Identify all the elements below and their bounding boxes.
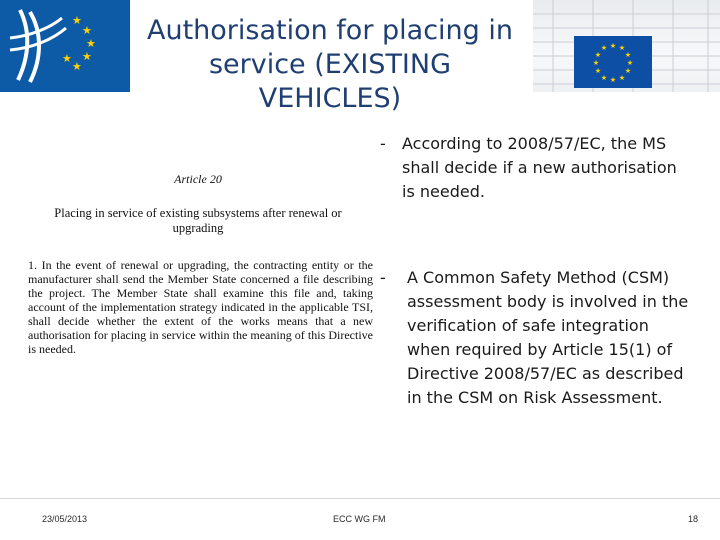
svg-text:★: ★ [624,52,632,59]
article-paragraph: 1. In the event of renewal or upgrading, the contracting entity or the manufacturer shall send the Member State concerned a file describing the project. The Member State shall examine this file and, taking account of the implementation strategy indicated in the applicable TSI, shall decide whether the extent of the works means that a new authorisation for placing in service within the meaning of this Directive is needed. [28,258,373,356]
european-commission-logo-icon [0,0,130,92]
article-heading-line-1: Placing in service of existing subsystems after renewal or [54,206,342,220]
svg-text:★: ★ [609,43,617,50]
svg-text:★: ★ [72,61,82,73]
svg-text:★: ★ [618,75,626,82]
footer-center-label: ECC WG FM [333,514,386,524]
svg-text:★: ★ [609,77,617,84]
directive-excerpt-image [23,160,373,370]
svg-text:★: ★ [618,45,626,52]
article-heading [23,206,373,236]
logo-graphic [0,0,130,92]
svg-text:★: ★ [82,51,92,63]
svg-text:★: ★ [594,52,602,59]
slide-header [0,0,720,114]
eu-flag-icon [574,36,652,88]
footer-divider [0,498,720,499]
bullet-marker: - [380,268,386,287]
svg-text:★: ★ [600,75,608,82]
title-line-1: Authorisation for placing in [146,15,513,46]
svg-text:★: ★ [594,68,602,75]
bullet-text: According to 2008/57/EC, the MS shall decide if a new authorisation is needed. [402,134,677,201]
page-number: 18 [687,514,698,524]
svg-text:★: ★ [624,68,632,75]
svg-text:★: ★ [86,38,96,50]
article-number: Article 20 [174,172,222,186]
footer-date: 23/05/2013 [42,514,88,524]
eu-flag-graphic [574,36,652,88]
article-heading-line-2: upgrading [172,221,224,235]
svg-text:★: ★ [592,60,600,67]
svg-text:★: ★ [626,60,634,67]
bullet-text: A Common Safety Method (CSM) assessment body is involved in the verification of safe integration when required by Article 15(1) of Directive 2008/57/EC as described in the CSM on Risk Assessment. [407,268,689,407]
svg-text:★: ★ [62,53,72,65]
svg-text:★: ★ [82,25,92,37]
svg-text:★: ★ [72,15,82,27]
slide-title [135,14,525,116]
svg-text:★: ★ [600,45,608,52]
bullet-marker: - [380,134,386,153]
slide-footer [0,498,720,540]
title-line-2: service (EXISTING VEHICLES) [208,49,452,114]
